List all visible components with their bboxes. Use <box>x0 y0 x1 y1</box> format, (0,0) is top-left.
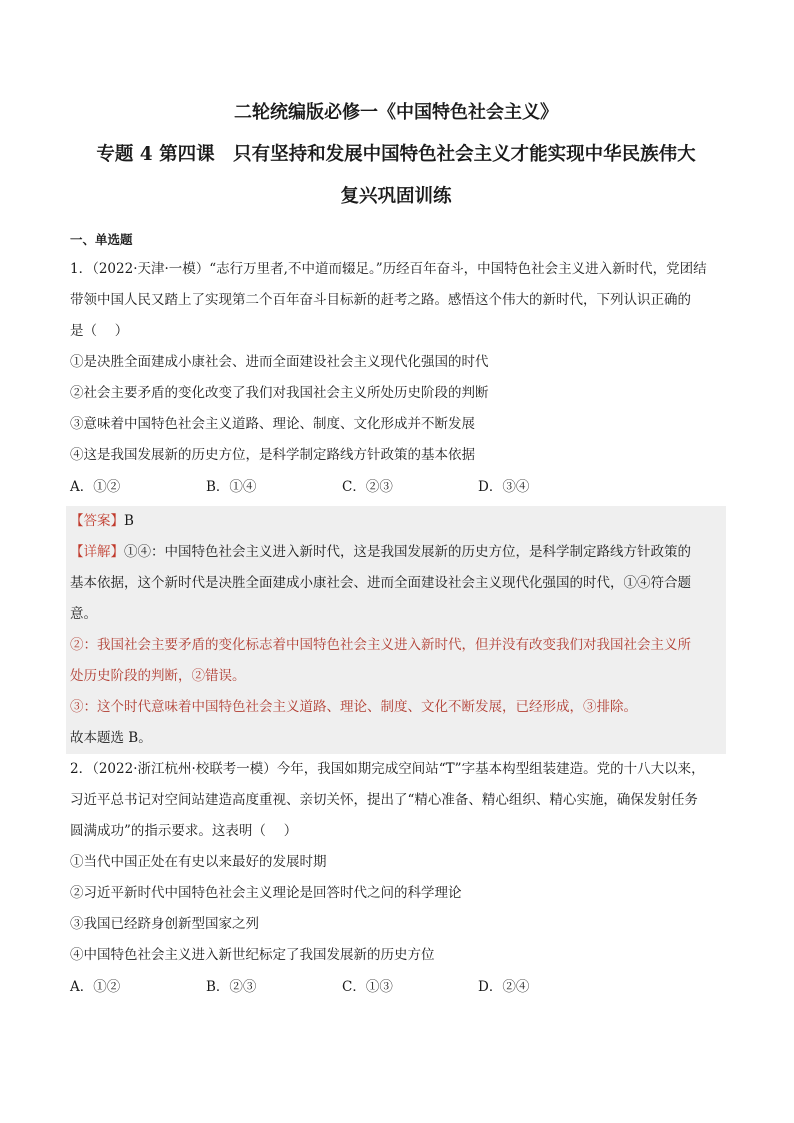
doc-subtitle-line2: 复兴巩固训练 <box>340 186 452 207</box>
q2-option-b: B．②③ <box>206 979 257 995</box>
q1-detail-line: 基本依据，这个新时代是决胜全面建成小康社会、进而全面建设社会主义现代化强国的时代，①④符合题 <box>70 575 691 591</box>
q1-options <box>70 471 722 504</box>
q2-options <box>70 971 722 1004</box>
q2-statement: ②习近平新时代中国特色社会主义理论是回答时代之问的科学理论 <box>70 885 462 901</box>
q1-detail-line <box>70 537 722 568</box>
q2-stem-line: 圆满成功”的指示要求。这表明（ ） <box>70 823 298 839</box>
q1-option-c: C．②③ <box>342 479 393 495</box>
q1-wrong-option-note: 处历史阶段的判断，②错误。 <box>70 668 246 684</box>
q1-statement: ③意味着中国特色社会主义道路、理论、制度、文化形成并不断发展 <box>70 416 475 432</box>
q2-statement: ①当代中国正处在有史以来最好的发展时期 <box>70 854 327 870</box>
q1-answer-box <box>66 506 726 754</box>
q1-wrong-option-note: ②：我国社会主要矛盾的变化标志着中国特色社会主义进入新时代，但并没有改变我们对我国社会主义所 <box>70 637 691 653</box>
q1-detail-line: 意。 <box>70 606 97 622</box>
detail-label: 【详解】 <box>70 544 124 560</box>
q2-option-d: D．②④ <box>478 979 530 995</box>
q1-stem-line: 带领中国人民又踏上了实现第二个百年奋斗目标新的赶考之路。感悟这个伟大的新时代，下列认识正确的 <box>70 292 691 308</box>
q1-statement: ④这是我国发展新的历史方位，是科学制定路线方针政策的基本依据 <box>70 447 475 463</box>
section-heading: 一、单选题 <box>70 232 133 247</box>
q1-stem-line: 1．（2022·天津·一模）“志行万里者,不中道而辍足。”历经百年奋斗，中国特色社会主义进入新时代，党团结 <box>70 261 707 277</box>
q2-statement: ④中国特色社会主义进入新世纪标定了我国发展新的历史方位 <box>70 947 435 963</box>
q2-statement: ③我国已经跻身创新型国家之列 <box>70 916 259 932</box>
q1-statement: ②社会主要矛盾的变化改变了我们对我国社会主义所处历史阶段的判断 <box>70 385 489 401</box>
doc-subtitle-line1: 专题 4 第四课 只有坚持和发展中国特色社会主义才能实现中华民族伟大 <box>96 144 696 165</box>
q2-option-a: A．①② <box>70 979 121 995</box>
answer-value: B <box>124 513 134 529</box>
q1-option-b: B．①④ <box>206 479 257 495</box>
q2-option-c: C．①③ <box>342 979 393 995</box>
q1-conclusion: 故本题选 B。 <box>70 730 152 746</box>
q1-statement: ①是决胜全面建成小康社会、进而全面建设社会主义现代化强国的时代 <box>70 354 489 370</box>
q2-stem-line: 2．（2022·浙江杭州·校联考一模）今年，我国如期完成空间站“T”字基本构型组装建造。党的十八大以来， <box>70 761 705 777</box>
doc-title: 二轮统编版必修一《中国特色社会主义》 <box>234 102 558 123</box>
q1-option-d: D．③④ <box>478 479 530 495</box>
question-1 <box>70 254 722 754</box>
q2-stem-line: 习近平总书记对空间站建造高度重视、亲切关怀，提出了“精心准备、精心组织、精心实施，确保发射任务 <box>70 792 698 808</box>
q1-answer <box>70 506 722 537</box>
detail-text: ①④：中国特色社会主义进入新时代，这是我国发展新的历史方位，是科学制定路线方针政策的 <box>124 544 691 560</box>
q1-option-a: A．①② <box>70 479 121 495</box>
question-2 <box>70 754 722 1004</box>
q1-wrong-option-note: ③：这个时代意味着中国特色社会主义道路、理论、制度、文化不断发展，已经形成，③排除。 <box>70 699 637 715</box>
q1-stem-line: 是（ ） <box>70 323 129 339</box>
answer-label: 【答案】 <box>70 513 124 529</box>
